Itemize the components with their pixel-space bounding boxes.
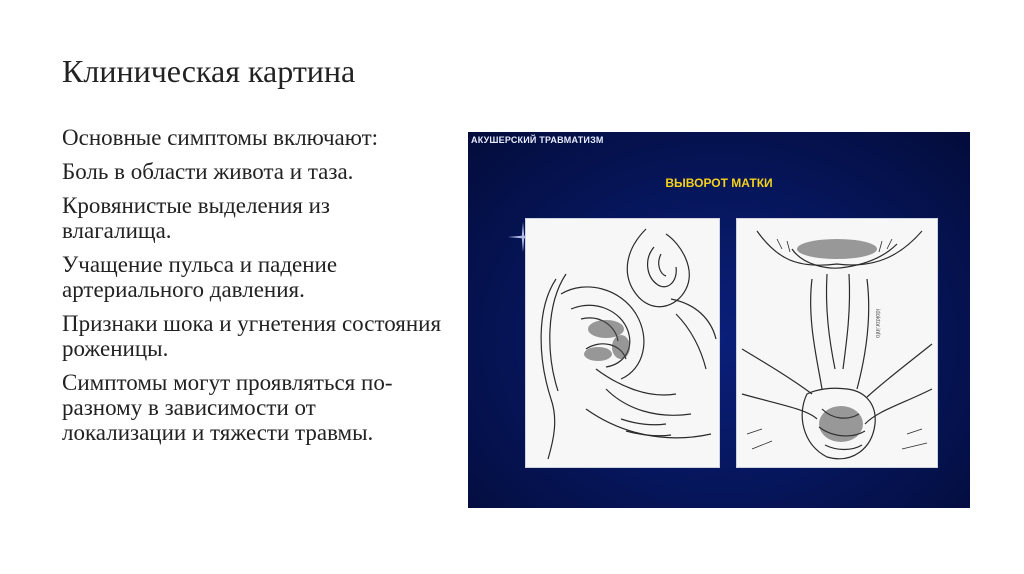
symptom-list [62,125,442,454]
figure-header: АКУШЕРСКИЙ ТРАВМАТИЗМ [471,135,604,145]
figure-title: ВЫВОРОТ МАТКИ [665,176,773,190]
list-item: Кровянистые выделения из влагалища. [62,193,331,243]
illustration-external-view [736,218,938,468]
uterine-inversion-figure [468,132,970,508]
anatomy-drawing-right [737,219,937,467]
list-item: Признаки шока и угнетения состояния роженицы. [62,311,442,361]
anatomy-drawing-left [526,219,719,467]
list-item: Учащение пульса и падение артериального давления. [62,252,338,302]
list-item: Основные симптомы включают: [62,125,379,150]
list-item: Боль в области живота и таза. [62,159,354,184]
slide-title: Клиническая картина [62,53,356,89]
illustration-sagittal-section [525,218,720,468]
list-item: Симптомы могут проявляться по-разному в зависимости от локализации и тяжести травмы. [62,370,393,445]
watermark: idoktor.info [874,309,880,339]
